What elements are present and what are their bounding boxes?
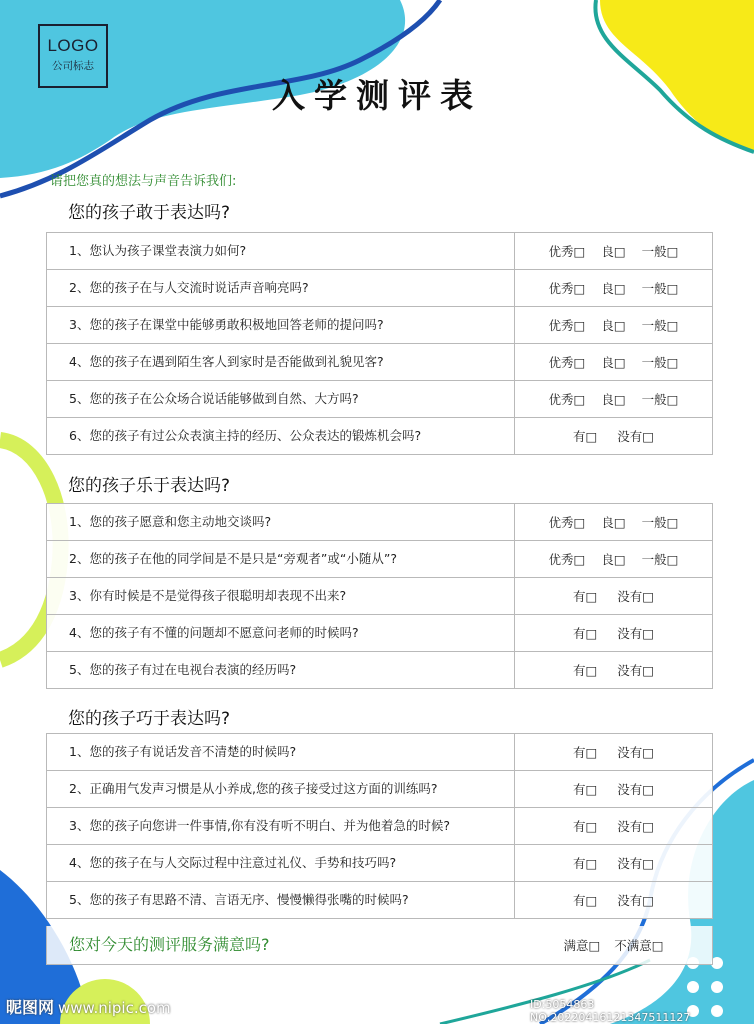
satisfaction-question: 您对今天的测评服务满意吗? <box>69 935 270 954</box>
option-checkbox[interactable]: 有□ <box>572 745 598 760</box>
watermark-site: www.nipic.com <box>58 999 171 1017</box>
question-row <box>47 734 712 771</box>
option-checkbox[interactable]: 良□ <box>601 318 626 333</box>
question-text: 3、您的孩子在课堂中能够勇敢积极地回答老师的提问吗? <box>47 307 515 343</box>
option-checkbox[interactable]: 没有□ <box>617 893 655 908</box>
answer-options <box>515 307 712 343</box>
question-row <box>47 344 712 381</box>
question-text: 5、您的孩子在公众场合说话能够做到自然、大方吗? <box>47 381 515 417</box>
question-row <box>47 578 712 615</box>
section-title: 您的孩子敢于表达吗? <box>68 203 231 223</box>
page-title: 入学测评表 <box>272 76 482 115</box>
option-checkbox[interactable]: 良□ <box>601 281 626 296</box>
option-checkbox[interactable]: 没有□ <box>617 745 655 760</box>
question-text: 5、您的孩子有过在电视台表演的经历吗? <box>47 652 515 688</box>
option-checkbox[interactable]: 一般□ <box>641 392 679 407</box>
option-checkbox[interactable]: 没有□ <box>617 782 655 797</box>
question-table <box>46 503 713 689</box>
option-checkbox[interactable]: 有□ <box>572 429 598 444</box>
answer-options <box>515 845 712 881</box>
watermark-id: ID:5054863 NO:20220416121347511127 <box>530 998 691 1024</box>
question-text: 4、您的孩子在遇到陌生客人到家时是否能做到礼貌见客? <box>47 344 515 380</box>
option-checkbox[interactable]: 不满意□ <box>614 938 664 953</box>
answer-options <box>515 615 712 651</box>
option-checkbox[interactable]: 良□ <box>601 515 626 530</box>
option-checkbox[interactable]: 没有□ <box>617 819 655 834</box>
question-text: 1、您认为孩子课堂表演力如何? <box>47 233 515 269</box>
section-title: 您的孩子乐于表达吗? <box>68 476 231 496</box>
question-row <box>47 504 712 541</box>
answer-options <box>515 381 712 417</box>
option-checkbox[interactable]: 有□ <box>572 589 598 604</box>
question-row <box>47 233 712 270</box>
answer-options <box>515 233 712 269</box>
option-checkbox[interactable]: 优秀□ <box>548 552 586 567</box>
question-table <box>46 733 713 919</box>
answer-options <box>515 734 712 770</box>
question-text: 3、你有时候是不是觉得孩子很聪明却表现不出来? <box>47 578 515 614</box>
option-checkbox[interactable]: 一般□ <box>641 281 679 296</box>
answer-options <box>515 882 712 918</box>
option-checkbox[interactable]: 一般□ <box>641 552 679 567</box>
option-checkbox[interactable]: 一般□ <box>641 515 679 530</box>
question-text: 4、您的孩子在与人交际过程中注意过礼仪、手势和技巧吗? <box>47 845 515 881</box>
question-text: 6、您的孩子有过公众表演主持的经历、公众表达的锻炼机会吗? <box>47 418 515 454</box>
question-row <box>47 615 712 652</box>
option-checkbox[interactable]: 有□ <box>572 856 598 871</box>
question-row <box>47 307 712 344</box>
option-checkbox[interactable]: 有□ <box>572 893 598 908</box>
option-checkbox[interactable]: 良□ <box>601 244 626 259</box>
question-text: 3、您的孩子向您讲一件事情,你有没有听不明白、并为他着急的时候? <box>47 808 515 844</box>
question-row <box>47 845 712 882</box>
answer-options <box>515 504 712 540</box>
watermark-brand: 昵图网 <box>6 998 55 1017</box>
option-checkbox[interactable]: 一般□ <box>641 244 679 259</box>
question-row <box>47 418 712 455</box>
question-text: 1、您的孩子愿意和您主动地交谈吗? <box>47 504 515 540</box>
logo-subtext: 公司标志 <box>52 60 94 72</box>
option-checkbox[interactable]: 优秀□ <box>548 281 586 296</box>
watermark-left <box>6 995 171 1018</box>
question-text: 4、您的孩子有不懂的问题却不愿意问老师的时候吗? <box>47 615 515 651</box>
intro-text: 请把您真的想法与声音告诉我们: <box>50 174 237 189</box>
option-checkbox[interactable]: 没有□ <box>617 856 655 871</box>
question-row <box>47 882 712 919</box>
option-checkbox[interactable]: 没有□ <box>617 589 655 604</box>
logo-text: LOGO <box>47 36 99 55</box>
answer-options <box>515 652 712 688</box>
section-title: 您的孩子巧于表达吗? <box>68 709 231 729</box>
option-checkbox[interactable]: 良□ <box>601 552 626 567</box>
option-checkbox[interactable]: 没有□ <box>617 429 655 444</box>
option-checkbox[interactable]: 有□ <box>572 782 598 797</box>
option-checkbox[interactable]: 没有□ <box>617 663 655 678</box>
question-text: 2、您的孩子在他的同学间是不是只是“旁观者”或“小随从”? <box>47 541 515 577</box>
question-row <box>47 541 712 578</box>
question-row <box>47 652 712 689</box>
answer-options <box>515 418 712 454</box>
question-row <box>47 771 712 808</box>
question-table <box>46 232 713 455</box>
question-row <box>47 270 712 307</box>
answer-options <box>515 541 712 577</box>
satisfaction-options <box>515 926 712 964</box>
answer-options <box>515 270 712 306</box>
question-text: 2、您的孩子在与人交流时说话声音响亮吗? <box>47 270 515 306</box>
satisfaction-row <box>46 926 713 965</box>
option-checkbox[interactable]: 有□ <box>572 663 598 678</box>
answer-options <box>515 344 712 380</box>
question-row <box>47 381 712 418</box>
option-checkbox[interactable]: 优秀□ <box>548 392 586 407</box>
option-checkbox[interactable]: 良□ <box>601 355 626 370</box>
option-checkbox[interactable]: 有□ <box>572 626 598 641</box>
question-row <box>47 808 712 845</box>
option-checkbox[interactable]: 有□ <box>572 819 598 834</box>
option-checkbox[interactable]: 良□ <box>601 392 626 407</box>
answer-options <box>515 808 712 844</box>
option-checkbox[interactable]: 优秀□ <box>548 355 586 370</box>
question-text: 5、您的孩子有思路不清、言语无序、慢慢懒得张嘴的时候吗? <box>47 882 515 918</box>
option-checkbox[interactable]: 满意□ <box>563 938 601 953</box>
question-text: 2、正确用气发声习惯是从小养成,您的孩子接受过这方面的训练吗? <box>47 771 515 807</box>
option-checkbox[interactable]: 没有□ <box>617 626 655 641</box>
option-checkbox[interactable]: 优秀□ <box>548 244 586 259</box>
option-checkbox[interactable]: 优秀□ <box>548 318 586 333</box>
answer-options <box>515 578 712 614</box>
answer-options <box>515 771 712 807</box>
question-text: 1、您的孩子有说话发音不清楚的时候吗? <box>47 734 515 770</box>
option-checkbox[interactable]: 一般□ <box>641 355 679 370</box>
option-checkbox[interactable]: 一般□ <box>641 318 679 333</box>
option-checkbox[interactable]: 优秀□ <box>548 515 586 530</box>
